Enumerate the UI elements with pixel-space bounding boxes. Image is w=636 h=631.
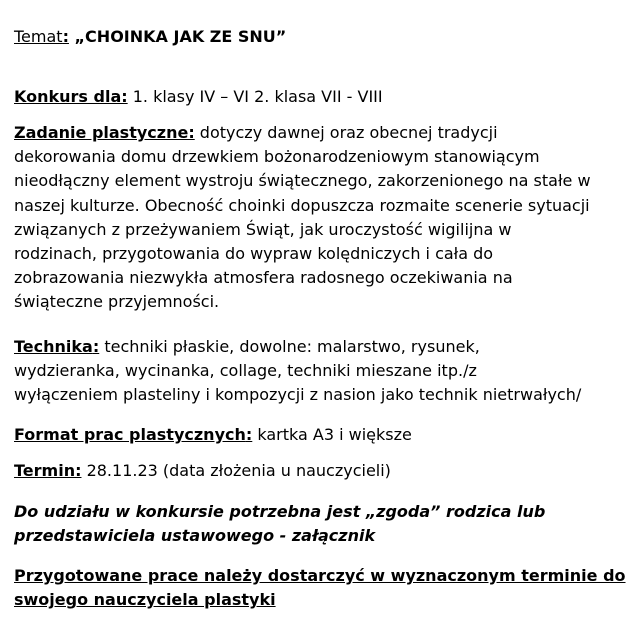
art-task-line: zobrazowania niezwykła atmosfera radosnego oczekiwania na	[14, 268, 513, 288]
consent-note-line: przedstawiciela ustawowego - załącznik	[14, 526, 376, 546]
art-task-line: dekorowania domu drzewkiem bożonarodzeniowym stanowiącym	[14, 147, 540, 167]
format-colon: :	[245, 425, 253, 444]
technique-line: wyłączeniem plasteliny i kompozycji z nasion jako technik nietrwałych/	[14, 385, 582, 405]
submission-note-line: swojego nauczyciela plastyki	[14, 590, 276, 610]
submission-note	[14, 564, 629, 612]
art-task-line: rodzinach, przygotowania do wypraw kolędniczych i cała do	[14, 244, 494, 264]
topic-title: „CHOINKA JAK ZE SNU”	[68, 27, 287, 46]
deadline-text: 28.11.23 (data złożenia u nauczycieli)	[81, 461, 391, 480]
format-label: Format prac plastycznych	[14, 425, 246, 444]
format-text: kartka A3 i większe	[252, 425, 412, 444]
competition-for-label: Konkurs dla:	[14, 87, 128, 106]
deadline	[14, 459, 629, 483]
topic-colon: :	[62, 27, 69, 46]
art-task-line: naszej kulturze. Obecność choinki dopuszcza rozmaite scenerie sytuacji	[14, 195, 590, 215]
art-task-line: świąteczne przyjemności.	[14, 292, 220, 312]
deadline-label: Termin:	[14, 461, 82, 480]
technique-text: techniki płaskie, dowolne: malarstwo, rysunek,	[99, 337, 480, 356]
format	[14, 423, 629, 447]
art-task	[14, 121, 629, 315]
technique-colon: :	[92, 337, 100, 356]
competition-for-text: 1. klasy IV – VI 2. klasa VII - VIII	[127, 87, 383, 106]
consent-note-line: Do udziału w konkursie potrzebna jest „zgoda” rodzica lub	[14, 502, 546, 521]
topic-label: Temat	[14, 27, 63, 46]
art-task-text: dotyczy dawnej oraz obecnej tradycji	[194, 123, 498, 142]
art-task-line: związanych z przeżywaniem Świąt, jak uroczystość wigilijna w	[14, 219, 512, 239]
art-task-label: Zadanie plastyczne:	[14, 123, 195, 142]
art-task-line	[14, 121, 629, 145]
topic-line	[14, 26, 286, 48]
consent-note	[14, 500, 629, 548]
art-task-line: nieodłączny element wystroju świątecznego, zakorzenionego na stałe w	[14, 171, 591, 191]
competition-for	[14, 85, 629, 109]
technique-line: wydzieranka, wycinanka, collage, techniki mieszane itp./z	[14, 361, 477, 381]
technique-line	[14, 335, 629, 359]
technique-label: Technika	[14, 337, 93, 356]
technique	[14, 335, 629, 408]
submission-note-line: Przygotowane prace należy dostarczyć w wyznaczonym terminie do	[14, 566, 626, 585]
